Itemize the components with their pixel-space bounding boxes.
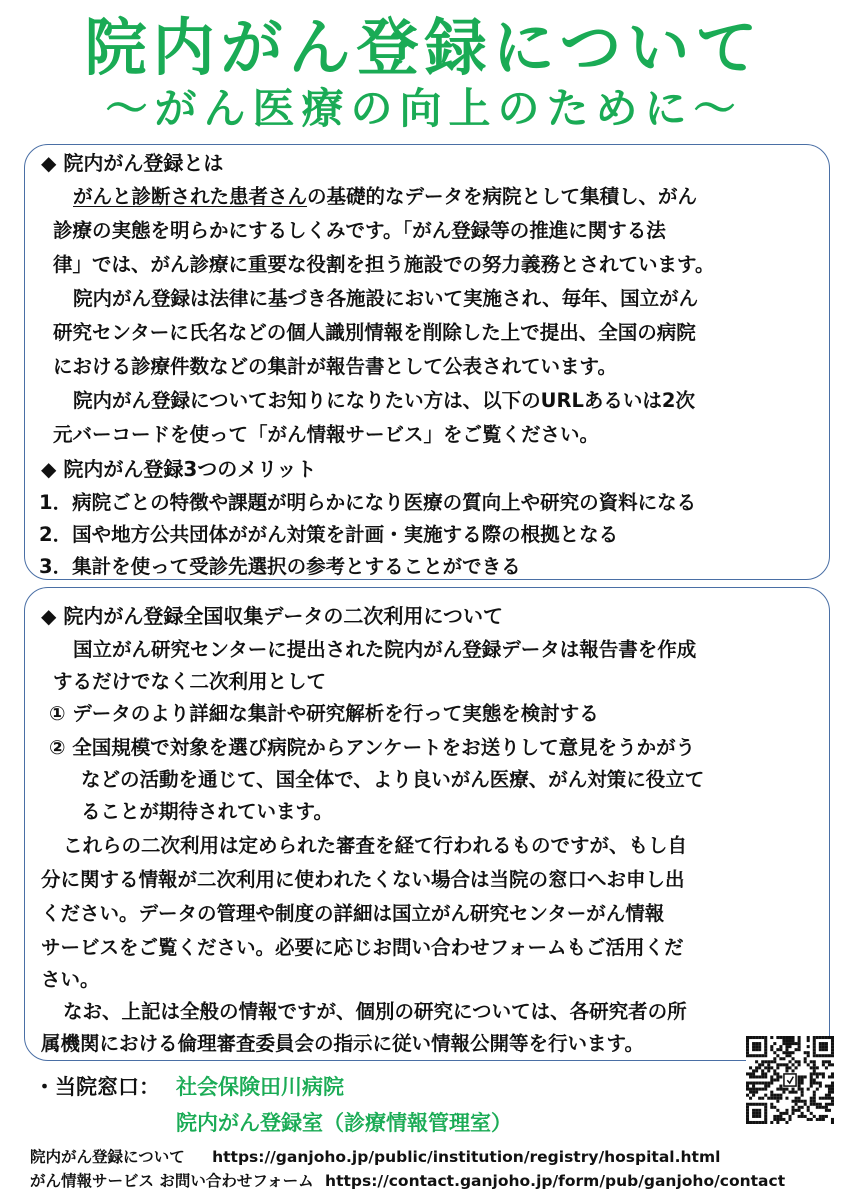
merit-item: 1．病院ごとの特徴や課題が明らかになり医療の質向上や研究の資料になる bbox=[39, 491, 697, 514]
footer-link-label: 院内がん登録について bbox=[30, 1148, 185, 1166]
paragraph-line: 診療の実態を明らかにするしくみです。「がん登録等の推進に関する法 bbox=[53, 219, 666, 242]
merit-item: 2．国や地方公共団体ががん対策を計画・実施する際の根拠となる bbox=[39, 523, 619, 546]
page-subtitle: ～がん医療の向上のために～ bbox=[105, 84, 743, 133]
paragraph-line: ください。データの管理や制度の詳細は国立がん研究センターがん情報 bbox=[41, 902, 665, 925]
contact-office: 院内がん登録室（診療情報管理室） bbox=[176, 1111, 512, 1135]
section-heading: ◆ 院内がん登録とは bbox=[41, 151, 224, 175]
contact-hospital: 社会保険田川病院 bbox=[176, 1075, 344, 1099]
paragraph-line: 院内がん登録は法律に基づき各施設において実施され、毎年、国立がん bbox=[73, 287, 699, 310]
contact-label: ・当院窓口： bbox=[34, 1075, 160, 1099]
paragraph-line: 研究センターに氏名などの個人識別情報を削除した上で提出、全国の病院 bbox=[53, 321, 696, 344]
underlined-text: がんと診断された患者さん bbox=[73, 185, 308, 208]
footer-link-label: がん情報サービス お問い合わせフォーム bbox=[30, 1172, 314, 1190]
paragraph-line: 元バーコードを使って「がん情報サービス」をご覧ください。 bbox=[53, 423, 600, 446]
contact-form-url-link[interactable]: https://contact.ganjoho.jp/form/pub/ganjoho/contact bbox=[325, 1172, 786, 1190]
qr-code-icon[interactable] bbox=[746, 1036, 834, 1124]
page-title: 院内がん登録について bbox=[84, 11, 764, 84]
paragraph-line: さい。 bbox=[41, 968, 100, 991]
paragraph-line: 院内がん登録についてお知りになりたい方は、以下のURLあるいは2次 bbox=[73, 389, 695, 412]
paragraph-line: における診療件数などの集計が報告書として公表されています。 bbox=[53, 355, 617, 378]
list-item-continued: などの活動を通じて、国全体で、より良いがん医療、がん対策に役立て bbox=[81, 768, 705, 791]
paragraph-line: 分に関する情報が二次利用に使われたくない場合は当院の窓口へお申し出 bbox=[41, 868, 685, 891]
merit-item: 3．集計を使って受診先選択の参考とすることができる bbox=[39, 555, 521, 578]
section-heading: ◆ 院内がん登録全国収集データの二次利用について bbox=[41, 604, 503, 628]
footer-link-row bbox=[30, 1146, 720, 1168]
paragraph-line: するだけでなく二次利用として bbox=[53, 670, 327, 693]
section-heading: ◆ 院内がん登録3つのメリット bbox=[41, 457, 317, 481]
list-item: ① データのより詳細な集計や研究解析を行って実態を検討する bbox=[49, 702, 599, 725]
paragraph-line: サービスをご覧ください。必要に応じお問い合わせフォームもご活用くだ bbox=[41, 936, 684, 959]
footer-link-row bbox=[30, 1170, 785, 1192]
paragraph-line: 律」では、がん診療に重要な役割を担う施設での努力義務とされています。 bbox=[53, 253, 715, 276]
paragraph-line: なお、上記は全般の情報ですが、個別の研究については、各研究者の所 bbox=[63, 1000, 687, 1023]
paragraph-line bbox=[73, 183, 697, 211]
paragraph-text: の基礎的なデータを病院として集積し、がん bbox=[307, 185, 698, 208]
list-item-continued: ることが期待されています。 bbox=[81, 800, 333, 823]
section-about-registry bbox=[24, 144, 830, 580]
paragraph-line: これらの二次利用は定められた審査を経て行われるものですが、もし自 bbox=[63, 834, 688, 857]
registry-url-link[interactable]: https://ganjoho.jp/public/institution/registry/hospital.html bbox=[212, 1148, 721, 1166]
paragraph-line: 属機関における倫理審査委員会の指示に従い情報公開等を行います。 bbox=[41, 1032, 644, 1055]
paragraph-line: 国立がん研究センターに提出された院内がん登録データは報告書を作成 bbox=[73, 638, 697, 661]
section-secondary-use bbox=[24, 587, 830, 1061]
list-item: ② 全国規模で対象を選び病院からアンケートをお送りして意見をうかがう bbox=[49, 736, 696, 759]
